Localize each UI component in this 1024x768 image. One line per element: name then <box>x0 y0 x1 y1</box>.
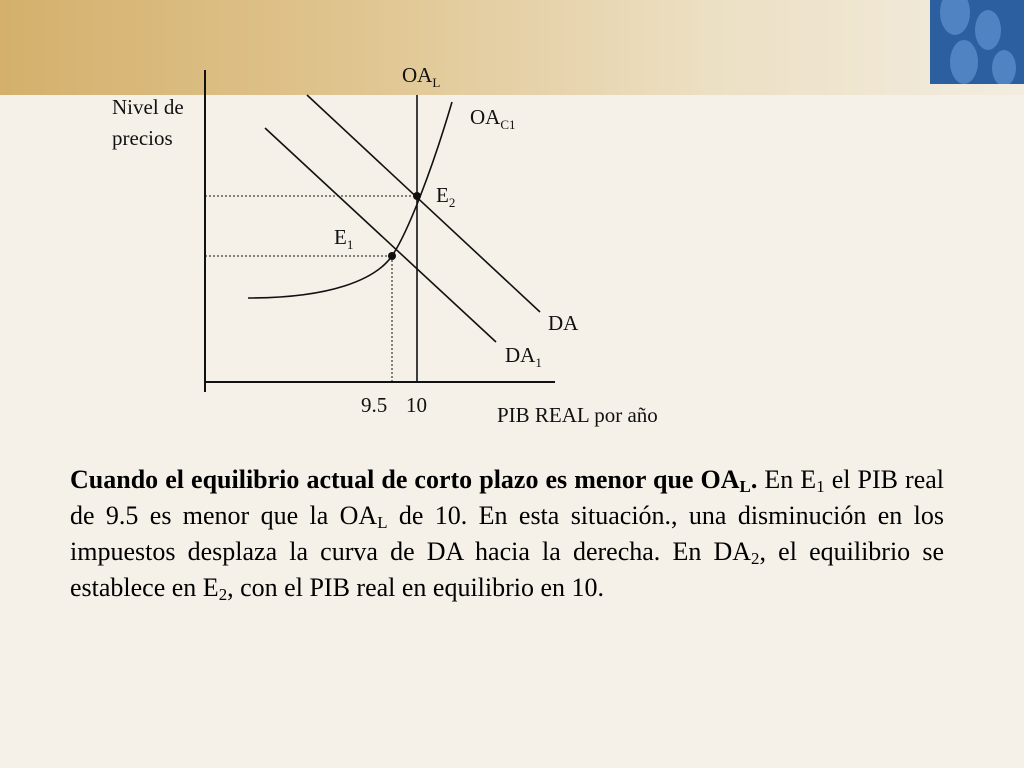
tick-label-10: 10 <box>406 393 427 417</box>
da1-label: $DA_1$ <box>505 343 542 370</box>
paragraph-lead: Cuando el equilibrio actual de corto plazo es menor que $OA_L$. <box>70 465 758 496</box>
e1-label: $E_1$ <box>334 225 354 252</box>
oac1-label: $OA_{C1}$ <box>470 105 516 132</box>
oal-label: $OA_L$ <box>402 63 441 90</box>
x-axis-label: PIB REAL por año <box>497 403 658 427</box>
e2-label: $E_2$ <box>436 183 456 210</box>
point-e1-marker <box>388 252 396 260</box>
y-axis-label-line1: Nivel de <box>112 95 184 119</box>
da-label: DA <box>548 311 579 335</box>
tick-label-9-5: 9.5 <box>361 393 388 417</box>
y-axis-label-line2: precios <box>112 126 173 150</box>
explanation-paragraph: Cuando el equilibrio actual de corto plazo es menor que $OA_L$. En $E_1$ el PIB real de 9.5 es menor que la $OA_L$ de 10. En esta situación., una disminución en los impuestos desplaza la curva de DA hacia la derecha. En $DA_2$, el equilibrio se establece en $E_2$, con el PIB real en equilibrio en 10. <box>70 465 945 604</box>
da1-curve <box>265 128 496 342</box>
point-e2-marker <box>413 192 421 200</box>
oac1-curve <box>248 102 452 298</box>
